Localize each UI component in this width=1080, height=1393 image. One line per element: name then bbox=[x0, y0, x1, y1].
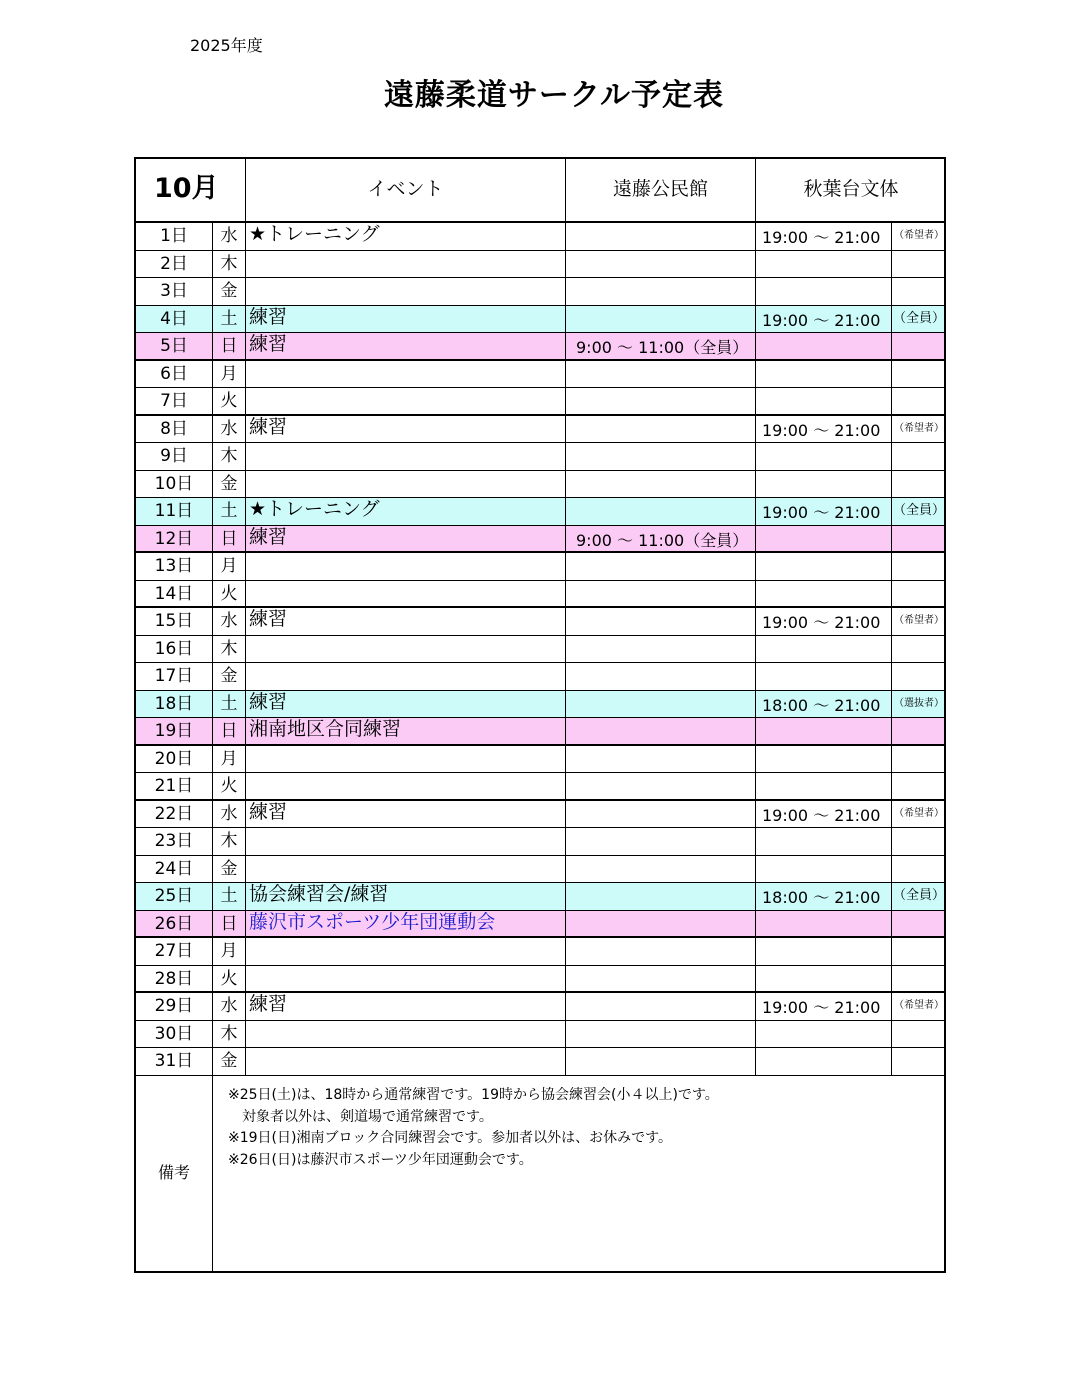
attendance-note bbox=[892, 361, 946, 388]
day-of-week: 金 bbox=[213, 1048, 246, 1075]
attendance-note bbox=[892, 581, 946, 607]
day-of-week: 月 bbox=[213, 746, 246, 773]
akibadai-gym-time bbox=[756, 773, 892, 799]
akibadai-gym-time bbox=[756, 251, 892, 278]
remarks-section bbox=[136, 1071, 944, 1271]
endo-hall-time bbox=[566, 251, 756, 278]
day-date: 9日 bbox=[136, 443, 213, 470]
akibadai-gym-time bbox=[756, 581, 892, 607]
endo-hall-time bbox=[566, 223, 756, 250]
day-date: 18日 bbox=[136, 691, 213, 718]
attendance-note: （希望者） bbox=[894, 807, 944, 819]
day-date: 15日 bbox=[136, 608, 213, 635]
day-of-week: 月 bbox=[213, 938, 246, 965]
day-row bbox=[136, 498, 944, 526]
day-event bbox=[246, 773, 566, 799]
day-row bbox=[136, 388, 944, 416]
day-of-week: 火 bbox=[213, 966, 246, 992]
page-title: 遠藤柔道サークル予定表 bbox=[383, 78, 725, 113]
attendance-note bbox=[892, 911, 946, 937]
day-of-week: 月 bbox=[213, 361, 246, 388]
attendance-note bbox=[892, 938, 946, 965]
endo-hall-time bbox=[566, 443, 756, 470]
day-event: 練習 bbox=[246, 526, 566, 552]
day-row bbox=[136, 1021, 944, 1049]
day-of-week: 水 bbox=[213, 416, 246, 443]
endo-hall-time bbox=[566, 691, 756, 718]
endo-hall-time bbox=[566, 663, 756, 690]
attendance-note bbox=[892, 856, 946, 883]
day-row bbox=[136, 773, 944, 801]
day-event: ★トレーニング bbox=[246, 498, 566, 525]
day-row bbox=[136, 966, 944, 994]
akibadai-gym-time: 18:00 ～ 21:00 bbox=[756, 691, 892, 718]
day-row bbox=[136, 691, 944, 719]
day-of-week: 木 bbox=[213, 443, 246, 470]
day-event: ★トレーニング bbox=[246, 223, 566, 250]
day-of-week: 火 bbox=[213, 388, 246, 414]
day-date: 12日 bbox=[136, 526, 213, 552]
endo-hall-time bbox=[566, 498, 756, 525]
remarks-label: 備考 bbox=[136, 1071, 213, 1271]
day-of-week: 金 bbox=[213, 471, 246, 498]
endo-hall-time bbox=[566, 608, 756, 635]
akibadai-gym-time bbox=[756, 361, 892, 388]
day-row bbox=[136, 856, 944, 884]
day-date: 25日 bbox=[136, 883, 213, 910]
day-event: 練習 bbox=[246, 333, 566, 359]
day-date: 3日 bbox=[136, 278, 213, 305]
day-date: 2日 bbox=[136, 251, 213, 278]
day-event bbox=[246, 581, 566, 607]
table-header-row bbox=[136, 159, 944, 223]
day-date: 23日 bbox=[136, 828, 213, 855]
akibadai-gym-time bbox=[756, 278, 892, 305]
attendance-note: （全員） bbox=[892, 503, 945, 518]
endo-hall-time bbox=[566, 553, 756, 580]
day-of-week: 日 bbox=[213, 333, 246, 359]
day-date: 11日 bbox=[136, 498, 213, 525]
attendance-note: （希望者） bbox=[894, 1000, 944, 1011]
day-of-week: 日 bbox=[213, 911, 246, 937]
day-row bbox=[136, 581, 944, 609]
day-date: 20日 bbox=[136, 746, 213, 773]
day-event bbox=[246, 278, 566, 305]
day-row bbox=[136, 938, 944, 966]
attendance-note: （希望者） bbox=[894, 422, 944, 434]
attendance-note bbox=[892, 773, 946, 799]
day-date: 28日 bbox=[136, 966, 213, 992]
day-date: 31日 bbox=[136, 1048, 213, 1075]
day-date: 10日 bbox=[136, 471, 213, 498]
akibadai-gym-time bbox=[756, 471, 892, 498]
attendance-note bbox=[892, 278, 946, 305]
day-date: 7日 bbox=[136, 388, 213, 414]
akibadai-gym-time bbox=[756, 828, 892, 855]
day-of-week: 水 bbox=[213, 223, 246, 250]
endo-hall-time bbox=[566, 718, 756, 744]
day-row bbox=[136, 471, 944, 499]
day-event bbox=[246, 966, 566, 992]
day-row bbox=[136, 636, 944, 664]
attendance-note bbox=[892, 443, 946, 470]
akibadai-gym-time bbox=[756, 663, 892, 690]
attendance-note: （希望者） bbox=[894, 615, 944, 626]
day-event: 練習 bbox=[246, 993, 566, 1020]
akibadai-gym-time bbox=[756, 333, 892, 359]
endo-hall-time bbox=[566, 856, 756, 883]
day-date: 17日 bbox=[136, 663, 213, 690]
day-event: 練習 bbox=[246, 608, 566, 635]
day-event bbox=[246, 663, 566, 690]
attendance-note bbox=[892, 828, 946, 855]
attendance-note bbox=[892, 471, 946, 498]
day-event bbox=[246, 746, 566, 773]
endo-hall-time bbox=[566, 828, 756, 855]
day-of-week: 月 bbox=[213, 553, 246, 580]
endo-hall-time: 9:00 ～ 11:00（全員） bbox=[566, 333, 756, 359]
endo-hall-time bbox=[566, 278, 756, 305]
akibadai-gym-time: 19:00 ～ 21:00 bbox=[756, 801, 892, 828]
day-event bbox=[246, 636, 566, 663]
day-of-week: 日 bbox=[213, 526, 246, 552]
akibadai-gym-time bbox=[756, 938, 892, 965]
day-of-week: 木 bbox=[213, 251, 246, 278]
day-of-week: 水 bbox=[213, 993, 246, 1020]
day-row bbox=[136, 608, 944, 636]
akibadai-gym-time bbox=[756, 443, 892, 470]
attendance-note bbox=[892, 526, 946, 552]
day-row bbox=[136, 333, 944, 361]
schedule-table bbox=[134, 157, 946, 1273]
day-of-week: 金 bbox=[213, 663, 246, 690]
endo-hall-time bbox=[566, 883, 756, 910]
endo-hall-time bbox=[566, 416, 756, 443]
attendance-note bbox=[892, 333, 946, 359]
akibadai-gym-time bbox=[756, 636, 892, 663]
remarks-text bbox=[228, 1085, 719, 1171]
day-event bbox=[246, 828, 566, 855]
remark-line: ※25日(土)は、18時から通常練習です。19時から協会練習会(小４以上)です。 bbox=[228, 1087, 719, 1103]
day-row bbox=[136, 911, 944, 939]
endo-hall-time bbox=[566, 581, 756, 607]
akibadai-gym-time: 19:00 ～ 21:00 bbox=[756, 306, 892, 333]
attendance-note bbox=[892, 1021, 946, 1048]
day-of-week: 木 bbox=[213, 636, 246, 663]
day-event bbox=[246, 938, 566, 965]
day-of-week: 金 bbox=[213, 278, 246, 305]
day-of-week: 水 bbox=[213, 801, 246, 828]
akibadai-gym-time bbox=[756, 718, 892, 744]
event-column-header: イベント bbox=[246, 159, 566, 221]
attendance-note: （希望者） bbox=[894, 230, 944, 241]
akibadai-gym-time: 18:00 ～ 21:00 bbox=[756, 883, 892, 910]
day-event: 湘南地区合同練習 bbox=[246, 718, 566, 744]
day-of-week: 水 bbox=[213, 608, 246, 635]
day-date: 26日 bbox=[136, 911, 213, 937]
attendance-note bbox=[892, 388, 946, 414]
day-event: 練習 bbox=[246, 306, 566, 333]
akibadai-gym-time bbox=[756, 1021, 892, 1048]
day-row bbox=[136, 828, 944, 856]
day-date: 14日 bbox=[136, 581, 213, 607]
day-of-week: 日 bbox=[213, 718, 246, 744]
day-event bbox=[246, 856, 566, 883]
akibadai-gym-column-header: 秋葉台文体 bbox=[803, 178, 899, 200]
day-event: 練習 bbox=[246, 691, 566, 718]
day-event bbox=[246, 471, 566, 498]
day-of-week: 土 bbox=[213, 883, 246, 910]
endo-hall-time bbox=[566, 911, 756, 937]
day-date: 24日 bbox=[136, 856, 213, 883]
remark-line: ※19日(日)湘南ブロック合同練習会です。参加者以外は、お休みです。 bbox=[228, 1130, 672, 1146]
akibadai-gym-time bbox=[756, 388, 892, 414]
day-event: 練習 bbox=[246, 801, 566, 828]
attendance-note bbox=[892, 663, 946, 690]
day-row bbox=[136, 801, 944, 829]
day-row bbox=[136, 553, 944, 581]
attendance-note bbox=[892, 966, 946, 992]
endo-hall-time bbox=[566, 966, 756, 992]
day-row bbox=[136, 993, 944, 1021]
day-date: 4日 bbox=[136, 306, 213, 333]
endo-hall-time bbox=[566, 306, 756, 333]
day-row bbox=[136, 526, 944, 554]
day-row bbox=[136, 443, 944, 471]
day-date: 13日 bbox=[136, 553, 213, 580]
day-of-week: 土 bbox=[213, 306, 246, 333]
day-row bbox=[136, 883, 944, 911]
day-date: 22日 bbox=[136, 801, 213, 828]
fiscal-year-label: 2025年度 bbox=[190, 36, 263, 55]
akibadai-gym-time bbox=[756, 911, 892, 937]
remark-line: ※26日(日)は藤沢市スポーツ少年団運動会です。 bbox=[228, 1151, 533, 1168]
day-event bbox=[246, 443, 566, 470]
day-date: 19日 bbox=[136, 718, 213, 744]
day-row bbox=[136, 746, 944, 774]
remark-line: 対象者以外は、剣道場で通常練習です。 bbox=[228, 1108, 493, 1125]
day-date: 5日 bbox=[136, 333, 213, 359]
day-date: 29日 bbox=[136, 993, 213, 1020]
endo-hall-time bbox=[566, 388, 756, 414]
day-event bbox=[246, 361, 566, 388]
day-date: 1日 bbox=[136, 223, 213, 250]
endo-hall-time bbox=[566, 801, 756, 828]
attendance-note bbox=[892, 553, 946, 580]
akibadai-gym-time: 19:00 ～ 21:00 bbox=[756, 498, 892, 525]
akibadai-gym-time: 19:00 ～ 21:00 bbox=[756, 416, 892, 443]
day-row bbox=[136, 416, 944, 444]
attendance-note bbox=[892, 746, 946, 773]
day-row bbox=[136, 361, 944, 389]
endo-hall-time bbox=[566, 471, 756, 498]
day-of-week: 木 bbox=[213, 1021, 246, 1048]
akibadai-gym-time: 19:00 ～ 21:00 bbox=[756, 993, 892, 1020]
day-row bbox=[136, 251, 944, 279]
akibadai-gym-time bbox=[756, 553, 892, 580]
akibadai-gym-time: 19:00 ～ 21:00 bbox=[756, 223, 892, 250]
day-date: 16日 bbox=[136, 636, 213, 663]
day-date: 8日 bbox=[136, 416, 213, 443]
day-date: 27日 bbox=[136, 938, 213, 965]
day-date: 30日 bbox=[136, 1021, 213, 1048]
endo-hall-time bbox=[566, 636, 756, 663]
endo-hall-time bbox=[566, 1021, 756, 1048]
day-event: 練習 bbox=[246, 416, 566, 443]
endo-hall-column-header: 遠藤公民館 bbox=[566, 159, 756, 221]
day-row bbox=[136, 718, 944, 746]
attendance-note bbox=[892, 636, 946, 663]
day-event: 協会練習会/練習 bbox=[246, 883, 566, 910]
day-of-week: 土 bbox=[213, 691, 246, 718]
day-row bbox=[136, 223, 944, 251]
day-event bbox=[246, 388, 566, 414]
day-date: 21日 bbox=[136, 773, 213, 799]
endo-hall-time bbox=[566, 361, 756, 388]
day-row bbox=[136, 278, 944, 306]
day-row bbox=[136, 306, 944, 334]
attendance-note: （選抜者） bbox=[894, 697, 944, 709]
akibadai-gym-time bbox=[756, 746, 892, 773]
akibadai-gym-time bbox=[756, 856, 892, 883]
month-header: 10月 bbox=[136, 159, 246, 221]
akibadai-gym-time bbox=[756, 526, 892, 552]
day-event: 藤沢市スポーツ少年団運動会 bbox=[246, 911, 566, 937]
day-row bbox=[136, 663, 944, 691]
day-event bbox=[246, 553, 566, 580]
akibadai-gym-time: 19:00 ～ 21:00 bbox=[756, 608, 892, 635]
day-of-week: 金 bbox=[213, 856, 246, 883]
attendance-note bbox=[892, 718, 946, 744]
day-event bbox=[246, 1021, 566, 1048]
endo-hall-time bbox=[566, 993, 756, 1020]
day-of-week: 土 bbox=[213, 498, 246, 525]
endo-hall-time: 9:00 ～ 11:00（全員） bbox=[566, 526, 756, 552]
day-of-week: 木 bbox=[213, 828, 246, 855]
endo-hall-time bbox=[566, 938, 756, 965]
attendance-note: （全員） bbox=[892, 310, 945, 326]
day-of-week: 火 bbox=[213, 581, 246, 607]
endo-hall-time bbox=[566, 746, 756, 773]
attendance-note bbox=[892, 251, 946, 278]
day-event bbox=[246, 251, 566, 278]
endo-hall-time bbox=[566, 773, 756, 799]
day-date: 6日 bbox=[136, 361, 213, 388]
day-of-week: 火 bbox=[213, 773, 246, 799]
attendance-note: （全員） bbox=[892, 888, 945, 903]
akibadai-gym-time bbox=[756, 966, 892, 992]
